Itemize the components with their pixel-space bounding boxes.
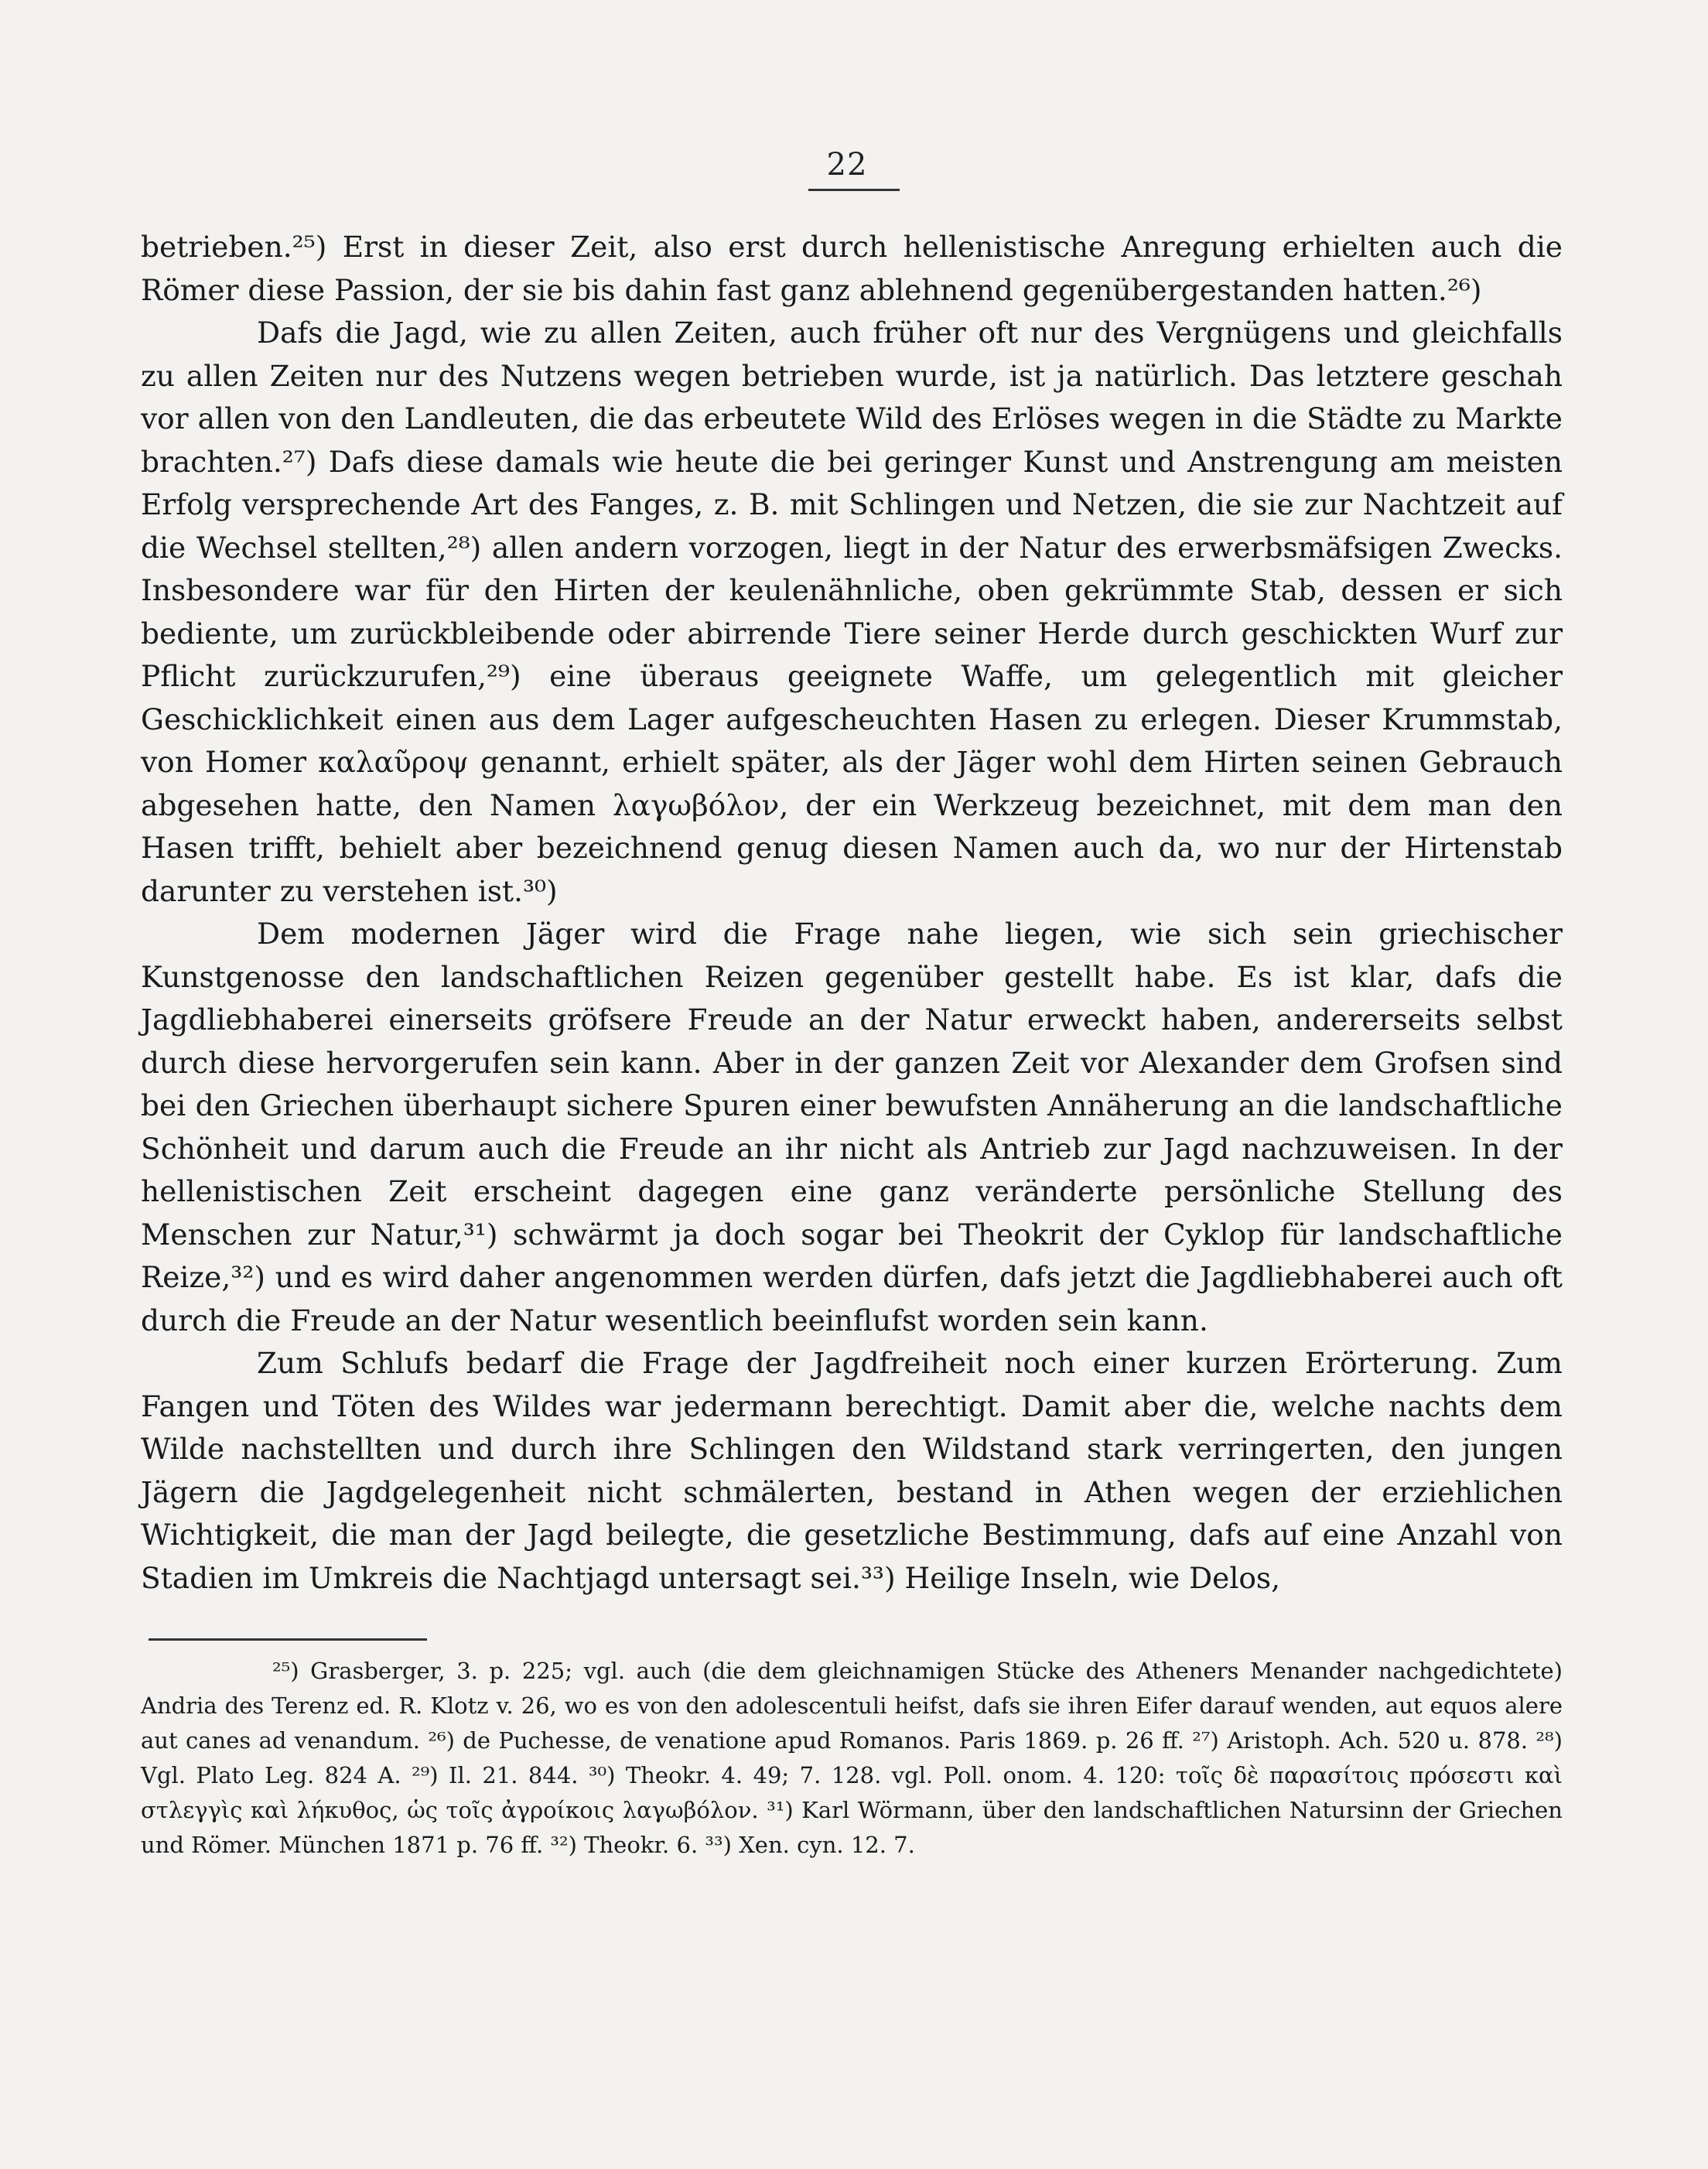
page-number-underline	[808, 189, 900, 191]
paragraph-1: betrieben.²⁵) Erst in dieser Zeit, also erst durch hellenistische Anregung erhielten auch die Römer diese Passion, der sie bis dahin fast ganz ablehnend gegenübergestanden hatten.²⁶)	[141, 230, 1563, 307]
paragraph-2: Dafs die Jagd, wie zu allen Zeiten, auch früher oft nur des Vergnügens und gleichfalls zu allen Zeiten nur des Nutzens wegen betrieben wurde, ist ja natürlich. Das letztere geschah vor allen von den Landleuten, die das erbeutete Wild des Erlöses wegen in die Städte zu Markte brachten.²⁷) Dafs diese damals wie heute die bei geringer Kunst und Anstrengung am meisten Erfolg versprechende Art des Fanges, z. B. mit Schlingen und Netzen, die sie zur Nachtzeit auf die Wechsel stellten,²⁸) allen andern vorzogen, liegt in der Natur des erwerbsmäfsigen Zwecks. Insbesondere war für den Hirten der keulenähnliche, oben gekrümmte Stab, dessen er sich bediente, um zurückbleibende oder abirrende Tiere seiner Herde durch geschickten Wurf zur Pflicht zurückzurufen,²⁹) eine überaus geeignete Waffe, um gelegentlich mit gleicher Geschicklichkeit einen aus dem Lager aufgescheuchten Hasen zu erlegen. Dieser Krummstab, von Homer καλαῦροψ genannt, erhielt später, als der Jäger wohl dem Hirten seinen Gebrauch abgesehen hatte, den Namen λαγωβόλον, der ein Werkzeug bezeichnet, mit dem man den Hasen trifft, behielt aber bezeichnend genug diesen Namen auch da, wo nur der Hirtenstab darunter zu verstehen ist.³⁰)	[141, 316, 1563, 908]
footnote-separator	[149, 1638, 427, 1641]
footnote-text: ²⁵) Grasberger, 3. p. 225; vgl. auch (die dem gleichnamigen Stücke des Atheners Menander nachgedichtete) Andria des Terenz ed. R. Klotz v. 26, wo es von den adolescentuli heifst, dafs sie ihren Eifer darauf wenden, aut equos alere aut canes ad venandum. ²⁶) de Puchesse, de venatione apud Romanos. Paris 1869. p. 26 ff. ²⁷) Aristoph. Ach. 520 u. 878. ²⁸) Vgl. Plato Leg. 824 A. ²⁹) Il. 21. 844. ³⁰) Theokr. 4. 49; 7. 128. vgl. Poll. onom. 4. 120: τοῖς δὲ παρασίτοις πρόσεστι καὶ στλεγγὶς καὶ λήκυθος, ὡς τοῖς ἀγροίκοις λαγωβόλον. ³¹) Karl Wörmann, über den landschaftlichen Natursinn der Griechen und Römer. München 1871 p. 76 ff. ³²) Theokr. 6. ³³) Xen. cyn. 12. 7.	[141, 1658, 1563, 1858]
paragraph-4: Zum Schlufs bedarf die Frage der Jagdfreiheit noch einer kurzen Erörterung. Zum Fangen und Töten des Wildes war jedermann berechtigt. Damit aber die, welche nachts dem Wilde nachstellten und durch ihre Schlingen den Wildstand stark verringerten, den jungen Jägern die Jagdgelegenheit nicht schmälerten, bestand in Athen wegen der erziehlichen Wichtigkeit, die man der Jagd beilegte, die gesetzliche Bestimmung, dafs auf eine Anzahl von Stadien im Umkreis die Nachtjagd untersagt sei.³³) Heilige Inseln, wie Delos,	[141, 1346, 1563, 1595]
page-number: 22	[826, 147, 868, 183]
paragraph-3: Dem modernen Jäger wird die Frage nahe liegen, wie sich sein griechischer Kunstgenosse den landschaftlichen Reizen gegenüber gestellt habe. Es ist klar, dafs die Jagdliebhaberei einerseits gröfsere Freude an der Natur erweckt haben, andererseits selbst durch diese hervorgerufen sein kann. Aber in der ganzen Zeit vor Alexander dem Grofsen sind bei den Griechen überhaupt sichere Spuren einer bewufsten Annäherung an die landschaftliche Schönheit und darum auch die Freude an ihr nicht als Antrieb zur Jagd nachzuweisen. In der hellenistischen Zeit erscheint dagegen eine ganz veränderte persönliche Stellung des Menschen zur Natur,³¹) schwärmt ja doch sogar bei Theokrit der Cyklop für landschaftliche Reize,³²) und es wird daher angenommen werden dürfen, dafs jetzt die Jagdliebhaberei auch oft durch die Freude an der Natur wesentlich beeinflufst worden sein kann.	[141, 917, 1563, 1337]
main-text	[141, 226, 1563, 1600]
footnotes	[141, 1654, 1563, 1863]
